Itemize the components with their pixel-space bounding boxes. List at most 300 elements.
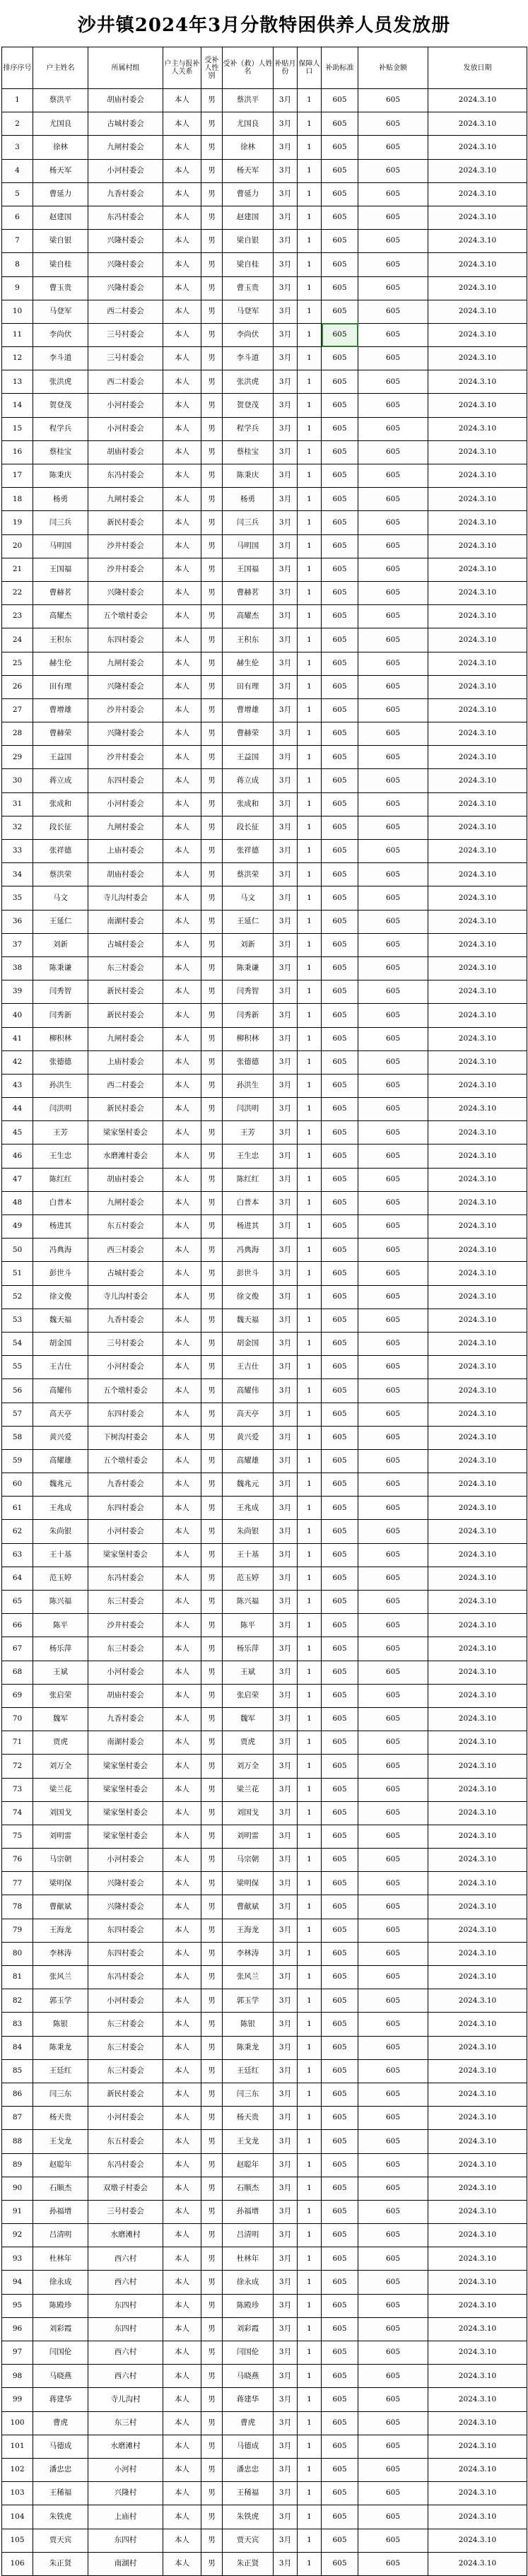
relation-cell[interactable]: 本人 xyxy=(163,1778,201,1801)
village-cell[interactable]: 新民村委会 xyxy=(88,1004,163,1027)
date-cell[interactable]: 2024.3.10 xyxy=(428,652,527,675)
index-cell[interactable]: 76 xyxy=(2,1849,33,1872)
village-cell[interactable]: 九香村委会 xyxy=(88,1473,163,1497)
persons-cell[interactable]: 1 xyxy=(298,2458,322,2481)
amount-cell[interactable]: 605 xyxy=(358,698,428,722)
index-cell[interactable]: 50 xyxy=(2,1239,33,1262)
relation-cell[interactable]: 本人 xyxy=(163,1121,201,1144)
standard-cell[interactable]: 605 xyxy=(322,863,358,886)
amount-cell[interactable]: 605 xyxy=(358,722,428,746)
householder-cell[interactable]: 蔡桂宝 xyxy=(33,440,88,464)
gender-cell[interactable]: 男 xyxy=(201,1497,223,1520)
gender-cell[interactable]: 男 xyxy=(201,652,223,675)
month-cell[interactable]: 3月 xyxy=(274,2505,298,2529)
month-cell[interactable]: 3月 xyxy=(274,1637,298,1661)
amount-cell[interactable]: 605 xyxy=(358,440,428,464)
gender-cell[interactable]: 男 xyxy=(201,2247,223,2271)
date-cell[interactable]: 2024.3.10 xyxy=(428,1755,527,1778)
gender-cell[interactable]: 男 xyxy=(201,2083,223,2106)
gender-cell[interactable]: 男 xyxy=(201,886,223,910)
village-cell[interactable]: 梁家堡村委会 xyxy=(88,1778,163,1801)
village-cell[interactable]: 胡庙村委会 xyxy=(88,1684,163,1707)
standard-cell[interactable]: 605 xyxy=(322,276,358,300)
index-cell[interactable]: 75 xyxy=(2,1825,33,1848)
standard-cell[interactable]: 605 xyxy=(322,1614,358,1637)
relation-cell[interactable]: 本人 xyxy=(163,1520,201,1543)
gender-cell[interactable]: 男 xyxy=(201,840,223,863)
date-cell[interactable]: 2024.3.10 xyxy=(428,2130,527,2153)
date-cell[interactable]: 2024.3.10 xyxy=(428,2505,527,2529)
amount-cell[interactable]: 605 xyxy=(358,605,428,628)
relation-cell[interactable]: 本人 xyxy=(163,347,201,370)
recipient-cell[interactable]: 王益国 xyxy=(223,746,274,769)
village-cell[interactable]: 兴隆村委会 xyxy=(88,722,163,746)
date-cell[interactable]: 2024.3.10 xyxy=(428,581,527,604)
index-cell[interactable]: 71 xyxy=(2,1731,33,1755)
date-cell[interactable]: 2024.3.10 xyxy=(428,1074,527,1097)
month-cell[interactable]: 3月 xyxy=(274,2200,298,2223)
col-header-recipient[interactable]: 受补（救）人姓名 xyxy=(223,47,274,89)
village-cell[interactable]: 梁家堡村委会 xyxy=(88,1121,163,1144)
standard-cell[interactable]: 605 xyxy=(322,1778,358,1801)
standard-cell[interactable]: 605 xyxy=(322,370,358,394)
village-cell[interactable]: 五个墩村委会 xyxy=(88,1449,163,1473)
gender-cell[interactable]: 男 xyxy=(201,2388,223,2411)
recipient-cell[interactable]: 曹虎 xyxy=(223,2411,274,2435)
amount-cell[interactable]: 605 xyxy=(358,1801,428,1825)
householder-cell[interactable]: 王海龙 xyxy=(33,1919,88,1942)
gender-cell[interactable]: 男 xyxy=(201,464,223,488)
col-header-gender[interactable]: 受补人性别 xyxy=(201,47,223,89)
standard-cell[interactable]: 605 xyxy=(322,1356,358,1379)
householder-cell[interactable]: 高耀伟 xyxy=(33,1379,88,1403)
date-cell[interactable]: 2024.3.10 xyxy=(428,2458,527,2481)
householder-cell[interactable]: 杨天贵 xyxy=(33,2107,88,2130)
amount-cell[interactable]: 605 xyxy=(358,2200,428,2223)
recipient-cell[interactable]: 张成和 xyxy=(223,792,274,816)
householder-cell[interactable]: 李尚伏 xyxy=(33,323,88,346)
index-cell[interactable]: 101 xyxy=(2,2435,33,2458)
village-cell[interactable]: 东冯村委会 xyxy=(88,464,163,488)
index-cell[interactable]: 77 xyxy=(2,1872,33,1895)
recipient-cell[interactable]: 梁明保 xyxy=(223,1872,274,1895)
gender-cell[interactable]: 男 xyxy=(201,863,223,886)
gender-cell[interactable]: 男 xyxy=(201,1050,223,1074)
amount-cell[interactable]: 605 xyxy=(358,1426,428,1449)
relation-cell[interactable]: 本人 xyxy=(163,1591,201,1614)
recipient-cell[interactable]: 杨天军 xyxy=(223,159,274,182)
persons-cell[interactable]: 1 xyxy=(298,2177,322,2200)
index-cell[interactable]: 6 xyxy=(2,206,33,229)
month-cell[interactable]: 3月 xyxy=(274,1543,298,1567)
relation-cell[interactable]: 本人 xyxy=(163,1497,201,1520)
index-cell[interactable]: 54 xyxy=(2,1332,33,1355)
householder-cell[interactable]: 马宗朝 xyxy=(33,1849,88,1872)
month-cell[interactable]: 3月 xyxy=(274,910,298,933)
amount-cell[interactable]: 605 xyxy=(358,534,428,558)
gender-cell[interactable]: 男 xyxy=(201,2200,223,2223)
date-cell[interactable]: 2024.3.10 xyxy=(428,1872,527,1895)
index-cell[interactable]: 93 xyxy=(2,2247,33,2271)
householder-cell[interactable]: 蒋建华 xyxy=(33,2388,88,2411)
amount-cell[interactable]: 605 xyxy=(358,2411,428,2435)
index-cell[interactable]: 38 xyxy=(2,956,33,980)
index-cell[interactable]: 42 xyxy=(2,1050,33,1074)
relation-cell[interactable]: 本人 xyxy=(163,2317,201,2341)
recipient-cell[interactable]: 刘明雷 xyxy=(223,1825,274,1848)
month-cell[interactable]: 3月 xyxy=(274,136,298,159)
index-cell[interactable]: 84 xyxy=(2,2036,33,2059)
persons-cell[interactable]: 1 xyxy=(298,511,322,534)
date-cell[interactable]: 2024.3.10 xyxy=(428,2013,527,2036)
amount-cell[interactable]: 605 xyxy=(358,840,428,863)
month-cell[interactable]: 3月 xyxy=(274,698,298,722)
recipient-cell[interactable]: 王积东 xyxy=(223,628,274,652)
standard-cell[interactable]: 605 xyxy=(322,2365,358,2388)
recipient-cell[interactable]: 闫洪明 xyxy=(223,1098,274,1121)
relation-cell[interactable]: 本人 xyxy=(163,1849,201,1872)
village-cell[interactable]: 小河村委会 xyxy=(88,394,163,417)
standard-cell[interactable]: 605 xyxy=(322,1027,358,1050)
recipient-cell[interactable]: 闫秀智 xyxy=(223,980,274,1004)
gender-cell[interactable]: 男 xyxy=(201,1027,223,1050)
householder-cell[interactable]: 刘国戈 xyxy=(33,1801,88,1825)
index-cell[interactable]: 20 xyxy=(2,534,33,558)
gender-cell[interactable]: 男 xyxy=(201,980,223,1004)
householder-cell[interactable]: 梁自桂 xyxy=(33,253,88,276)
index-cell[interactable]: 33 xyxy=(2,840,33,863)
persons-cell[interactable]: 1 xyxy=(298,2013,322,2036)
amount-cell[interactable]: 605 xyxy=(358,1027,428,1050)
village-cell[interactable]: 下树沟村委会 xyxy=(88,1426,163,1449)
recipient-cell[interactable]: 王戈龙 xyxy=(223,2130,274,2153)
village-cell[interactable]: 东三村委会 xyxy=(88,1637,163,1661)
relation-cell[interactable]: 本人 xyxy=(163,2458,201,2481)
amount-cell[interactable]: 605 xyxy=(358,956,428,980)
date-cell[interactable]: 2024.3.10 xyxy=(428,276,527,300)
recipient-cell[interactable]: 高耀雄 xyxy=(223,1449,274,1473)
gender-cell[interactable]: 男 xyxy=(201,2013,223,2036)
standard-cell[interactable]: 605 xyxy=(322,2036,358,2059)
month-cell[interactable]: 3月 xyxy=(274,558,298,581)
village-cell[interactable]: 西二村委会 xyxy=(88,370,163,394)
village-cell[interactable]: 兴隆村委会 xyxy=(88,1895,163,1919)
relation-cell[interactable]: 本人 xyxy=(163,534,201,558)
date-cell[interactable]: 2024.3.10 xyxy=(428,1707,527,1731)
month-cell[interactable]: 3月 xyxy=(274,2529,298,2552)
householder-cell[interactable]: 曹增雄 xyxy=(33,698,88,722)
persons-cell[interactable]: 1 xyxy=(298,1567,322,1590)
recipient-cell[interactable]: 马德成 xyxy=(223,2435,274,2458)
standard-cell[interactable]: 605 xyxy=(322,1285,358,1309)
recipient-cell[interactable]: 潘忠忠 xyxy=(223,2458,274,2481)
index-cell[interactable]: 9 xyxy=(2,276,33,300)
village-cell[interactable]: 胡庙村委会 xyxy=(88,863,163,886)
village-cell[interactable]: 新民村委会 xyxy=(88,511,163,534)
persons-cell[interactable]: 1 xyxy=(298,1872,322,1895)
householder-cell[interactable]: 曹玉贵 xyxy=(33,276,88,300)
gender-cell[interactable]: 男 xyxy=(201,1661,223,1684)
amount-cell[interactable]: 605 xyxy=(358,2247,428,2271)
amount-cell[interactable]: 605 xyxy=(358,2271,428,2294)
index-cell[interactable]: 43 xyxy=(2,1074,33,1097)
householder-cell[interactable]: 王兆成 xyxy=(33,1497,88,1520)
recipient-cell[interactable]: 闫三东 xyxy=(223,2083,274,2106)
amount-cell[interactable]: 605 xyxy=(358,1168,428,1191)
persons-cell[interactable]: 1 xyxy=(298,2388,322,2411)
standard-cell[interactable]: 605 xyxy=(322,956,358,980)
householder-cell[interactable]: 潘忠忠 xyxy=(33,2458,88,2481)
standard-cell[interactable]: 605 xyxy=(322,2529,358,2552)
amount-cell[interactable]: 605 xyxy=(358,1379,428,1403)
village-cell[interactable]: 东五村委会 xyxy=(88,1215,163,1239)
persons-cell[interactable]: 1 xyxy=(298,230,322,253)
persons-cell[interactable]: 1 xyxy=(298,89,322,112)
month-cell[interactable]: 3月 xyxy=(274,2036,298,2059)
month-cell[interactable]: 3月 xyxy=(274,1050,298,1074)
recipient-cell[interactable]: 王国福 xyxy=(223,558,274,581)
amount-cell[interactable]: 605 xyxy=(358,1262,428,1285)
amount-cell[interactable]: 605 xyxy=(358,980,428,1004)
index-cell[interactable]: 96 xyxy=(2,2317,33,2341)
relation-cell[interactable]: 本人 xyxy=(163,2388,201,2411)
persons-cell[interactable]: 1 xyxy=(298,1989,322,2013)
relation-cell[interactable]: 本人 xyxy=(163,1614,201,1637)
index-cell[interactable]: 35 xyxy=(2,886,33,910)
recipient-cell[interactable]: 孙洪生 xyxy=(223,1074,274,1097)
month-cell[interactable]: 3月 xyxy=(274,1849,298,1872)
amount-cell[interactable]: 605 xyxy=(358,1707,428,1731)
village-cell[interactable]: 水磨滩村委会 xyxy=(88,1144,163,1168)
amount-cell[interactable]: 605 xyxy=(358,1215,428,1239)
relation-cell[interactable]: 本人 xyxy=(163,628,201,652)
householder-cell[interactable]: 张德德 xyxy=(33,1050,88,1074)
persons-cell[interactable]: 1 xyxy=(298,886,322,910)
index-cell[interactable]: 89 xyxy=(2,2153,33,2177)
village-cell[interactable]: 双墩子村委会 xyxy=(88,2177,163,2200)
index-cell[interactable]: 73 xyxy=(2,1778,33,1801)
householder-cell[interactable]: 徐永成 xyxy=(33,2271,88,2294)
gender-cell[interactable]: 男 xyxy=(201,2271,223,2294)
index-cell[interactable]: 78 xyxy=(2,1895,33,1919)
recipient-cell[interactable]: 杜林年 xyxy=(223,2247,274,2271)
recipient-cell[interactable]: 马文 xyxy=(223,886,274,910)
amount-cell[interactable]: 605 xyxy=(358,675,428,698)
relation-cell[interactable]: 本人 xyxy=(163,863,201,886)
householder-cell[interactable]: 闫国伦 xyxy=(33,2341,88,2365)
date-cell[interactable]: 2024.3.10 xyxy=(428,605,527,628)
gender-cell[interactable]: 男 xyxy=(201,488,223,511)
persons-cell[interactable]: 1 xyxy=(298,440,322,464)
standard-cell[interactable]: 605 xyxy=(322,1543,358,1567)
relation-cell[interactable]: 本人 xyxy=(163,159,201,182)
index-cell[interactable]: 30 xyxy=(2,769,33,792)
recipient-cell[interactable]: 张德德 xyxy=(223,1050,274,1074)
relation-cell[interactable]: 本人 xyxy=(163,1239,201,1262)
relation-cell[interactable]: 本人 xyxy=(163,1309,201,1332)
date-cell[interactable]: 2024.3.10 xyxy=(428,323,527,346)
index-cell[interactable]: 70 xyxy=(2,1707,33,1731)
relation-cell[interactable]: 本人 xyxy=(163,2177,201,2200)
date-cell[interactable]: 2024.3.10 xyxy=(428,956,527,980)
index-cell[interactable]: 4 xyxy=(2,159,33,182)
amount-cell[interactable]: 605 xyxy=(358,1473,428,1497)
date-cell[interactable]: 2024.3.10 xyxy=(428,1473,527,1497)
date-cell[interactable]: 2024.3.10 xyxy=(428,2317,527,2341)
householder-cell[interactable]: 彭世斗 xyxy=(33,1262,88,1285)
persons-cell[interactable]: 1 xyxy=(298,1591,322,1614)
index-cell[interactable]: 48 xyxy=(2,1191,33,1214)
persons-cell[interactable]: 1 xyxy=(298,558,322,581)
relation-cell[interactable]: 本人 xyxy=(163,1168,201,1191)
standard-cell[interactable]: 605 xyxy=(322,2224,358,2247)
householder-cell[interactable]: 曹赫荣 xyxy=(33,722,88,746)
index-cell[interactable]: 66 xyxy=(2,1614,33,1637)
persons-cell[interactable]: 1 xyxy=(298,2224,322,2247)
recipient-cell[interactable]: 马明国 xyxy=(223,534,274,558)
month-cell[interactable]: 3月 xyxy=(274,1520,298,1543)
amount-cell[interactable]: 605 xyxy=(358,159,428,182)
index-cell[interactable]: 5 xyxy=(2,182,33,206)
persons-cell[interactable]: 1 xyxy=(298,605,322,628)
index-cell[interactable]: 57 xyxy=(2,1403,33,1426)
index-cell[interactable]: 12 xyxy=(2,347,33,370)
month-cell[interactable]: 3月 xyxy=(274,394,298,417)
recipient-cell[interactable]: 陈殿珍 xyxy=(223,2294,274,2317)
month-cell[interactable]: 3月 xyxy=(274,2482,298,2505)
amount-cell[interactable]: 605 xyxy=(358,300,428,323)
recipient-cell[interactable]: 刘彩霞 xyxy=(223,2317,274,2341)
gender-cell[interactable]: 男 xyxy=(201,1215,223,1239)
amount-cell[interactable]: 605 xyxy=(358,816,428,839)
date-cell[interactable]: 2024.3.10 xyxy=(428,159,527,182)
gender-cell[interactable]: 男 xyxy=(201,1849,223,1872)
date-cell[interactable]: 2024.3.10 xyxy=(428,1543,527,1567)
persons-cell[interactable]: 1 xyxy=(298,910,322,933)
recipient-cell[interactable]: 梁自桂 xyxy=(223,253,274,276)
amount-cell[interactable]: 605 xyxy=(358,1567,428,1590)
standard-cell[interactable]: 605 xyxy=(322,2013,358,2036)
persons-cell[interactable]: 1 xyxy=(298,2036,322,2059)
month-cell[interactable]: 3月 xyxy=(274,2107,298,2130)
village-cell[interactable]: 三号村委会 xyxy=(88,1332,163,1355)
col-header-householder[interactable]: 户主姓名 xyxy=(33,47,88,89)
standard-cell[interactable]: 605 xyxy=(322,1074,358,1097)
standard-cell[interactable]: 605 xyxy=(322,534,358,558)
standard-cell[interactable]: 605 xyxy=(322,1919,358,1942)
standard-cell[interactable]: 605 xyxy=(322,230,358,253)
householder-cell[interactable]: 闫三东 xyxy=(33,2083,88,2106)
standard-cell[interactable]: 605 xyxy=(322,910,358,933)
standard-cell[interactable]: 605 xyxy=(322,1591,358,1614)
householder-cell[interactable]: 蔡洪荣 xyxy=(33,863,88,886)
index-cell[interactable]: 97 xyxy=(2,2341,33,2365)
index-cell[interactable]: 106 xyxy=(2,2552,33,2575)
gender-cell[interactable]: 男 xyxy=(201,1379,223,1403)
standard-cell[interactable]: 605 xyxy=(322,464,358,488)
amount-cell[interactable]: 605 xyxy=(358,2294,428,2317)
gender-cell[interactable]: 男 xyxy=(201,1614,223,1637)
village-cell[interactable]: 寺儿沟村 xyxy=(88,2388,163,2411)
persons-cell[interactable]: 1 xyxy=(298,698,322,722)
relation-cell[interactable]: 本人 xyxy=(163,1989,201,2013)
householder-cell[interactable]: 马德成 xyxy=(33,2435,88,2458)
recipient-cell[interactable]: 闫三兵 xyxy=(223,511,274,534)
gender-cell[interactable]: 男 xyxy=(201,2059,223,2083)
standard-cell[interactable]: 605 xyxy=(322,2107,358,2130)
village-cell[interactable]: 兴隆村 xyxy=(88,2482,163,2505)
amount-cell[interactable]: 605 xyxy=(358,652,428,675)
amount-cell[interactable]: 605 xyxy=(358,628,428,652)
persons-cell[interactable]: 1 xyxy=(298,2552,322,2575)
gender-cell[interactable]: 男 xyxy=(201,558,223,581)
index-cell[interactable]: 1 xyxy=(2,89,33,112)
persons-cell[interactable]: 1 xyxy=(298,769,322,792)
month-cell[interactable]: 3月 xyxy=(274,840,298,863)
relation-cell[interactable]: 本人 xyxy=(163,1098,201,1121)
relation-cell[interactable]: 本人 xyxy=(163,675,201,698)
persons-cell[interactable]: 1 xyxy=(298,1707,322,1731)
relation-cell[interactable]: 本人 xyxy=(163,488,201,511)
village-cell[interactable]: 东五村委会 xyxy=(88,2130,163,2153)
village-cell[interactable]: 九香村委会 xyxy=(88,1707,163,1731)
persons-cell[interactable]: 1 xyxy=(298,323,322,346)
date-cell[interactable]: 2024.3.10 xyxy=(428,1027,527,1050)
householder-cell[interactable]: 闫秀智 xyxy=(33,980,88,1004)
relation-cell[interactable]: 本人 xyxy=(163,1027,201,1050)
date-cell[interactable]: 2024.3.10 xyxy=(428,1731,527,1755)
gender-cell[interactable]: 男 xyxy=(201,675,223,698)
standard-cell[interactable]: 605 xyxy=(322,558,358,581)
standard-cell[interactable]: 605 xyxy=(322,1168,358,1191)
gender-cell[interactable]: 男 xyxy=(201,1895,223,1919)
amount-cell[interactable]: 605 xyxy=(358,230,428,253)
gender-cell[interactable]: 男 xyxy=(201,1637,223,1661)
amount-cell[interactable]: 605 xyxy=(358,1989,428,2013)
relation-cell[interactable]: 本人 xyxy=(163,698,201,722)
month-cell[interactable]: 3月 xyxy=(274,370,298,394)
index-cell[interactable]: 103 xyxy=(2,2482,33,2505)
persons-cell[interactable]: 1 xyxy=(298,112,322,136)
persons-cell[interactable]: 1 xyxy=(298,370,322,394)
col-header-standard[interactable]: 补助标准 xyxy=(322,47,358,89)
persons-cell[interactable]: 1 xyxy=(298,1919,322,1942)
amount-cell[interactable]: 605 xyxy=(358,2153,428,2177)
gender-cell[interactable]: 男 xyxy=(201,1567,223,1590)
householder-cell[interactable]: 陈银 xyxy=(33,2013,88,2036)
village-cell[interactable]: 小河村委会 xyxy=(88,159,163,182)
standard-cell[interactable]: 605 xyxy=(322,1966,358,1989)
village-cell[interactable]: 小河村委会 xyxy=(88,417,163,440)
amount-cell[interactable]: 605 xyxy=(358,182,428,206)
month-cell[interactable]: 3月 xyxy=(274,2083,298,2106)
village-cell[interactable]: 梁家堡村委会 xyxy=(88,1755,163,1778)
month-cell[interactable]: 3月 xyxy=(274,2247,298,2271)
relation-cell[interactable]: 本人 xyxy=(163,1191,201,1214)
gender-cell[interactable]: 男 xyxy=(201,1191,223,1214)
gender-cell[interactable]: 男 xyxy=(201,1098,223,1121)
gender-cell[interactable]: 男 xyxy=(201,1966,223,1989)
index-cell[interactable]: 37 xyxy=(2,933,33,956)
standard-cell[interactable]: 605 xyxy=(322,1332,358,1355)
persons-cell[interactable]: 1 xyxy=(298,628,322,652)
householder-cell[interactable]: 杨乐萍 xyxy=(33,1637,88,1661)
persons-cell[interactable]: 1 xyxy=(298,1215,322,1239)
date-cell[interactable]: 2024.3.10 xyxy=(428,2200,527,2223)
householder-cell[interactable]: 贾天宾 xyxy=(33,2529,88,2552)
village-cell[interactable]: 西六村 xyxy=(88,2341,163,2365)
amount-cell[interactable]: 605 xyxy=(358,910,428,933)
